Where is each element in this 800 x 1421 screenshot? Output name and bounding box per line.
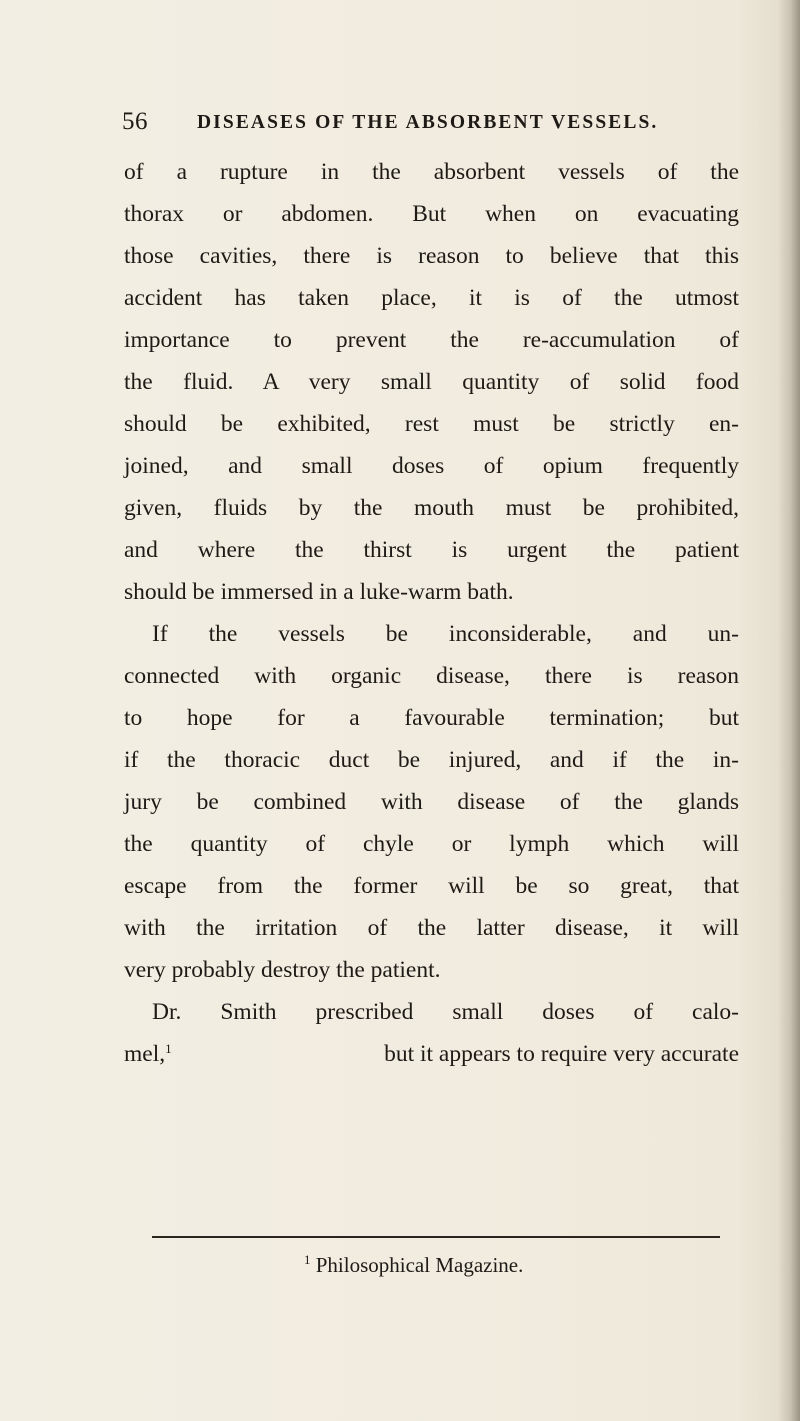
page-header [122, 108, 742, 148]
text-line: very probably destroy the patient. [124, 957, 441, 983]
text-line: to hope for a favourable termination; but [124, 705, 739, 731]
text-line: thorax or abdomen. But when on evacuating [124, 201, 739, 227]
footnote-marker: 1 [304, 1252, 311, 1267]
text-fragment [124, 1039, 172, 1069]
text-line: accident has taken place, it is of the utmost [124, 285, 739, 311]
footnote [304, 1253, 523, 1278]
paragraph-start-line: Dr. Smith prescribed small doses of calo- [152, 999, 739, 1025]
text-line: should be exhibited, rest must be strictly en- [124, 411, 739, 437]
text-line-with-footnote [124, 1039, 739, 1069]
text-line: the fluid. A very small quantity of solid food [124, 369, 739, 395]
text-line: and where the thirst is urgent the patient [124, 537, 739, 563]
text-line: of a rupture in the absorbent vessels of the [124, 159, 739, 185]
text-line: joined, and small doses of opium frequently [124, 453, 739, 479]
paragraph-start-line: If the vessels be inconsiderable, and un- [152, 621, 739, 647]
page-number: 56 [122, 108, 148, 135]
footnote-rule [152, 1236, 720, 1238]
footnote-reference[interactable]: 1 [165, 1041, 172, 1056]
text-line: given, fluids by the mouth must be prohibited, [124, 495, 739, 521]
text-line: the quantity of chyle or lymph which will [124, 831, 739, 857]
text-word: mel, [124, 1041, 166, 1067]
text-line: connected with organic disease, there is reason [124, 663, 739, 689]
page-gutter-shadow [778, 0, 800, 1421]
footnote-text: Philosophical Magazine. [315, 1253, 524, 1277]
text-line: with the irritation of the latter disease, it will [124, 915, 739, 941]
running-head: DISEASES OF THE ABSORBENT VESSELS. [197, 112, 659, 133]
text-line: those cavities, there is reason to believe that this [124, 243, 739, 269]
text-line: importance to prevent the re-accumulation of [124, 327, 739, 353]
text-line: should be immersed in a luke-warm bath. [124, 579, 514, 605]
text-fragment: but it appears to require very accurate [384, 1041, 739, 1067]
text-line: if the thoracic duct be injured, and if the in- [124, 747, 739, 773]
text-line: jury be combined with disease of the glands [124, 789, 739, 815]
text-line: escape from the former will be so great, that [124, 873, 739, 899]
